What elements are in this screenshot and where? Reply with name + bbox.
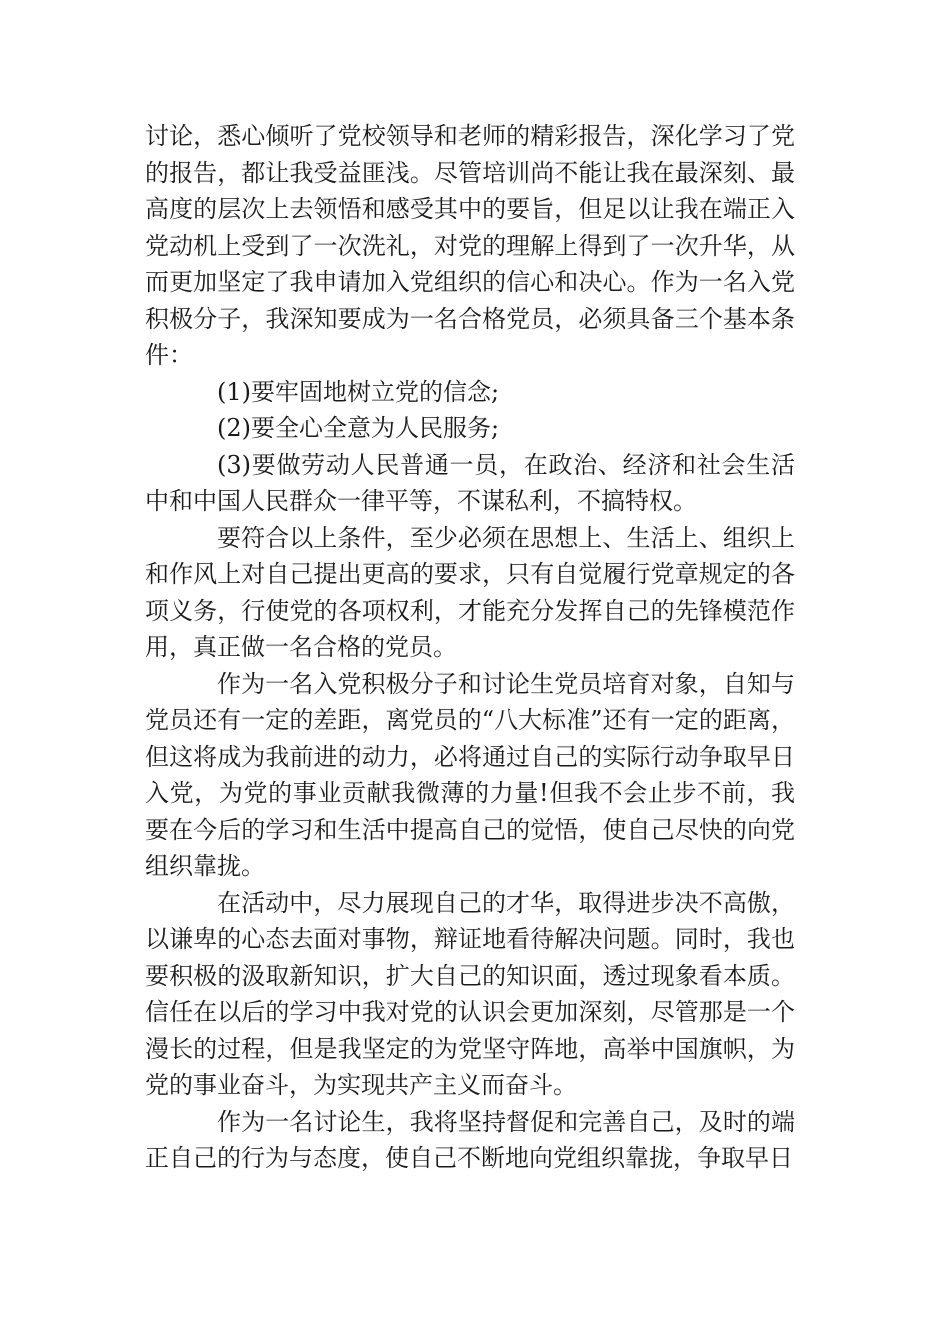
paragraph-self-assessment: 作为一名入党积极分子和讨论生党员培育对象，自知与党员还有一定的差距，离党员的“八大标准”还有一定的距离，但这将成为我前进的动力，必将通过自己的实际行动争取早日入党，为党的事业贡献我微薄的力量!但我不会止步不前，我要在今后的学习和生活中提高自己的觉悟，使自己尽快的向党组织靠拢。 — [145, 669, 795, 880]
paragraph-continuation: 讨论，悉心倾听了党校领导和老师的精彩报告，深化学习了党的报告，都让我受益匪浅。尽管培训尚不能让我在最深刻、最高度的层次上去领悟和感受其中的要旨，但足以让我在端正入党动机上受到了一次洗礼，对党的理解上得到了一次升华，从而更加坚定了我申请加入党组织的信心和决心。作为一名入党积极分子，我深知要成为一名合格党员，必须具备三个基本条件： — [145, 122, 795, 369]
paragraph-requirements: 要符合以上条件，至少必须在思想上、生活上、组织上和作风上对自己提出更高的要求，只有自觉履行党章规定的各项义务，行使党的各项权利，才能充分发挥自己的先锋模范作用，真正做一名合格的党员。 — [145, 523, 795, 661]
list-item-3: (3)要做劳动人民普通一员，在政治、经济和社会生活中和中国人民群众一律平等，不谋私利，不搞特权。 — [145, 450, 795, 515]
paragraph-commitment: 作为一名讨论生，我将坚持督促和完善自己，及时的端正自己的行为与态度，使自己不断地向党组织靠拢，争取早日 — [145, 1107, 795, 1172]
list-item-1: (1)要牢固地树立党的信念; — [217, 377, 500, 406]
list-item-2: (2)要全心全意为人民服务; — [217, 414, 500, 442]
document-body — [145, 118, 795, 1177]
paragraph-activities: 在活动中，尽力展现自己的才华，取得进步决不高傲，以谦卑的心态去面对事物，辩证地看待解决问题。同时，我也要积极的汲取新知识，扩大自己的知识面，透过现象看本质。信任在以后的学习中我对党的认识会更加深刻，尽管那是一个漫长的过程，但是我坚定的为党坚守阵地，高举中国旗帜，为党的事业奋斗，为实现共产主义而奋斗。 — [145, 888, 795, 1099]
